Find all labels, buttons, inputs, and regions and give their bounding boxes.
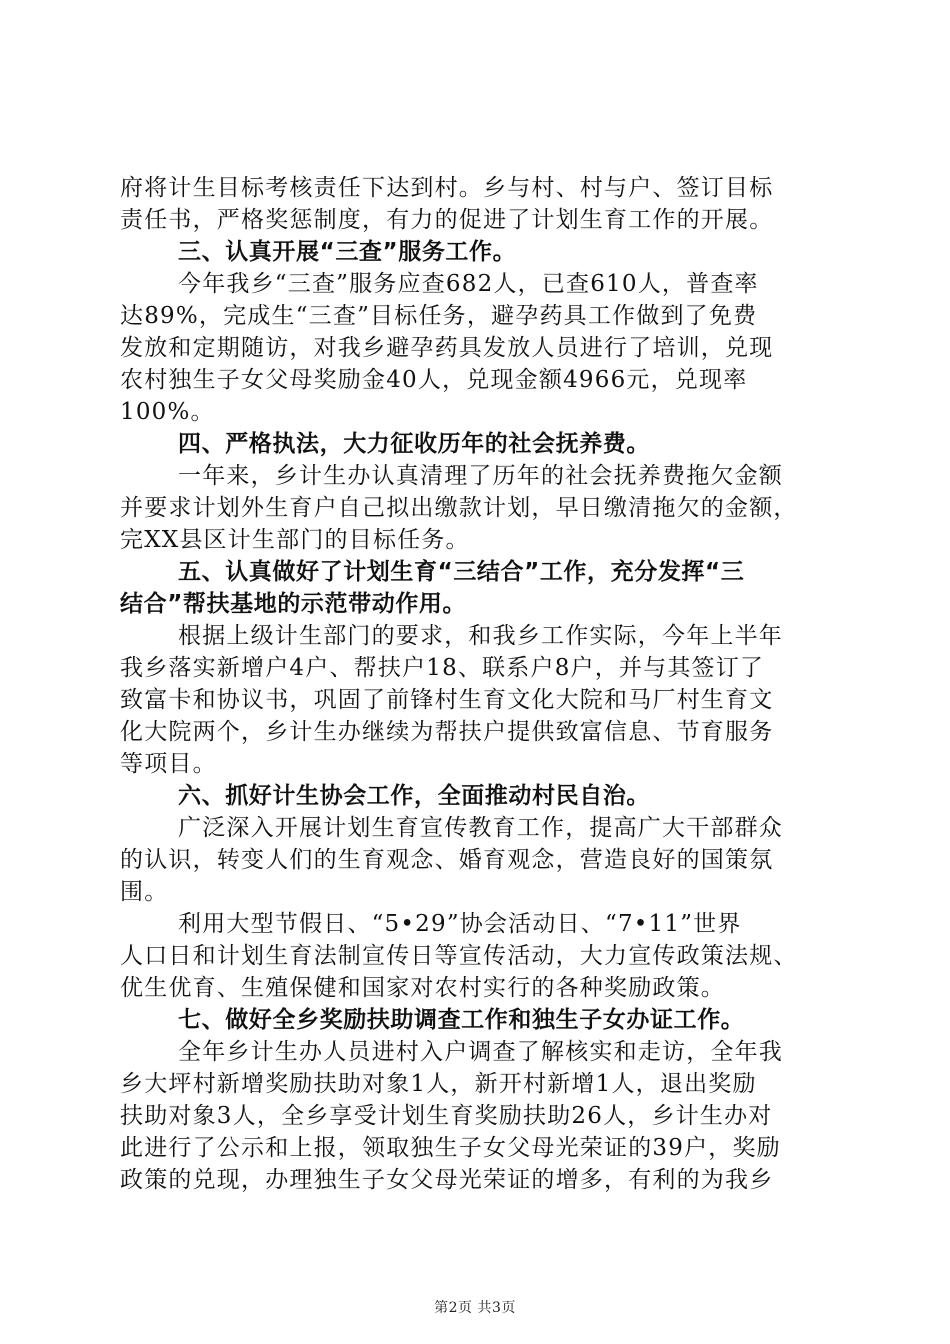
paragraph-line: 等项目。 [120, 751, 217, 777]
section-heading-7: 七、做好全乡奖励扶助调查工作和独生子女办证工作。 [178, 1007, 745, 1033]
paragraph-line: 人口日和计划生育法制宣传日等宣传活动，大力宣传政策法规、 [120, 943, 798, 969]
paragraph-line: 根据上级计生部门的要求，和我乡工作实际，今年上半年 [178, 623, 783, 649]
paragraph-line: 发放和定期随访，对我乡避孕药具发放人员进行了培训，兑现 [120, 335, 774, 361]
paragraph-line: 优生优育、生殖保健和国家对农村实行的各种奖励政策。 [120, 975, 725, 1001]
section-heading-3: 三、认真开展“三查”服务工作。 [178, 239, 517, 265]
paragraph-line: 利用大型节假日、“5•29”协会活动日、“7•11”世界 [178, 911, 742, 937]
section-heading-4: 四、严格执法，大力征收历年的社会抚养费。 [178, 431, 650, 457]
paragraph-line: 完XX县区计生部门的目标任务。 [120, 527, 470, 553]
paragraph-line: 此进行了公示和上报，领取独生子女父母光荣证的39户，奖励 [120, 1135, 781, 1161]
paragraph-line: 全年乡计生办人员进村入户调查了解核实和走访，全年我 [178, 1039, 783, 1065]
section-heading-5-cont: 结合”帮扶基地的示范带动作用。 [120, 591, 467, 617]
paragraph-line: 并要求计划外生育户自己拟出缴款计划，早日缴清拖欠的金额， [120, 495, 798, 521]
paragraph-line: 政策的兑现，办理独生子女父母光荣证的增多，有利的为我乡 [120, 1167, 774, 1193]
page-number-footer: 第2页 共3页 [434, 1300, 516, 1316]
paragraph-line: 达89%，完成生“三查”目标任务，避孕药具工作做到了免费 [120, 303, 758, 329]
paragraph-line: 责任书，严格奖惩制度，有力的促进了计划生育工作的开展。 [120, 207, 774, 233]
paragraph-line: 扶助对象3人，全乡享受计划生育奖励扶助26人，乡计生办对 [120, 1103, 773, 1129]
paragraph-line: 100%。 [120, 399, 215, 425]
section-heading-6: 六、抓好计生协会工作，全面推动村民自治。 [178, 783, 650, 809]
paragraph-line: 乡大坪村新增奖励扶助对象1人，新开村新增1人，退出奖励 [120, 1071, 757, 1097]
paragraph-line: 农村独生子女父母奖励金40人，兑现金额4966元，兑现率 [120, 367, 748, 393]
paragraph-line: 今年我乡“三查”服务应查682人，已查610人，普查率 [178, 271, 759, 297]
paragraph-line: 我乡落实新增户4户、帮扶户18、联系户8户，并与其签订了 [120, 655, 765, 681]
paragraph-line: 致富卡和协议书，巩固了前锋村生育文化大院和马厂村生育文 [120, 687, 774, 713]
paragraph-line: 府将计生目标考核责任下达到村。乡与村、村与户、签订目标 [120, 175, 774, 201]
paragraph-line: 围。 [120, 879, 169, 905]
paragraph-line: 的认识，转变人们的生育观念、婚育观念，营造良好的国策氛 [120, 847, 774, 873]
paragraph-line: 化大院两个，乡计生办继续为帮扶户提供致富信息、节育服务 [120, 719, 774, 745]
document-body [120, 172, 832, 1196]
section-heading-5: 五、认真做好了计划生育“三结合”工作，充分发挥“三 [178, 559, 745, 585]
paragraph-line: 一年来，乡计生办认真清理了历年的社会抚养费拖欠金额 [178, 463, 783, 489]
paragraph-line: 广泛深入开展计划生育宣传教育工作，提高广大干部群众 [178, 815, 783, 841]
